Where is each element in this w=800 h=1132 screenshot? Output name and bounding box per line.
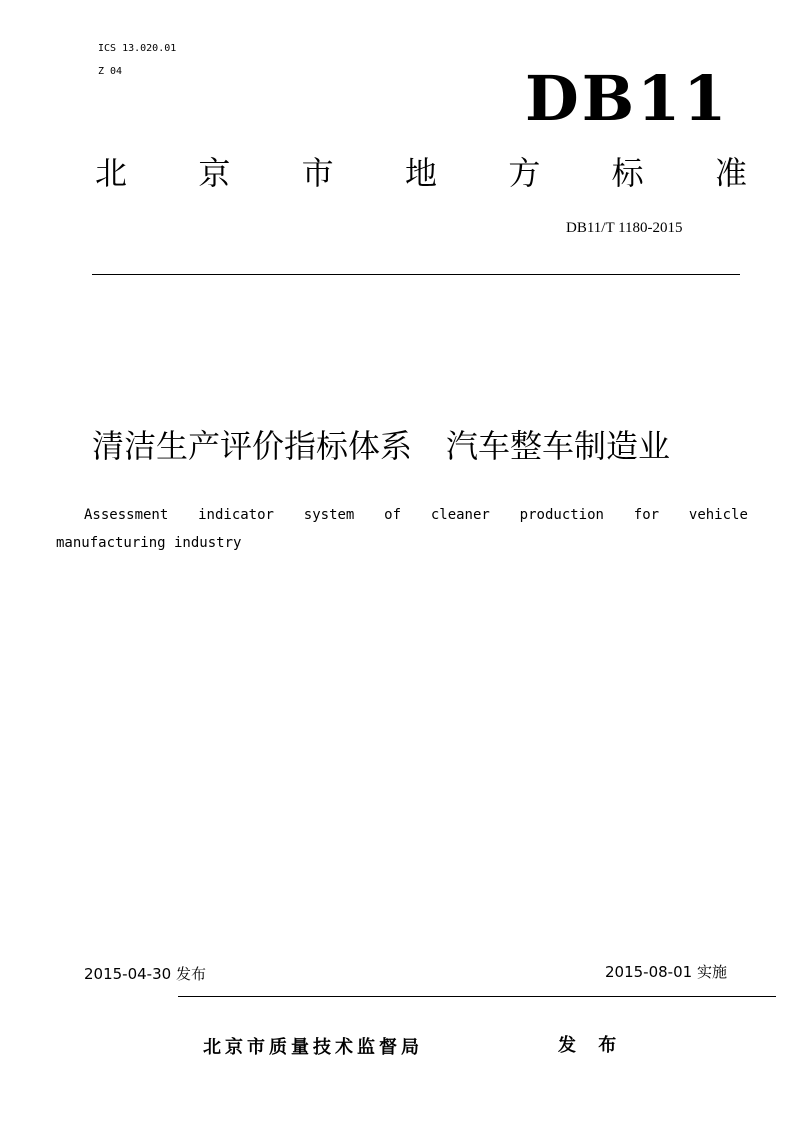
effective-date: 2015-08-01 实施 <box>605 963 727 981</box>
standard-type-char: 标 <box>611 154 644 192</box>
header-divider <box>92 274 740 275</box>
english-title <box>56 501 748 557</box>
standard-type-title <box>95 154 747 192</box>
english-title-word: of <box>384 507 402 523</box>
english-title-line1 <box>56 501 748 529</box>
publish-label: 发 布 <box>558 1035 625 1056</box>
document-title-part1: 清洁生产评价指标体系 <box>92 427 413 465</box>
standard-type-char: 市 <box>301 154 334 192</box>
ics-code: ICS 13.020.01 <box>98 43 177 54</box>
english-title-word: Assessment <box>84 507 169 523</box>
standard-number: DB11/T 1180-2015 <box>566 220 683 236</box>
standard-type-char: 方 <box>508 154 541 192</box>
db-logo: DB11 <box>525 62 730 135</box>
standard-type-char: 北 <box>95 154 128 192</box>
english-title-word: production <box>519 507 604 523</box>
english-title-line2: manufacturing industry <box>56 535 242 551</box>
english-title-word: for <box>633 507 660 523</box>
english-title-word: cleaner <box>430 507 490 523</box>
english-title-word: vehicle <box>688 507 748 523</box>
issuing-authority: 北京市质量技术监督局 <box>203 1037 423 1058</box>
standard-type-char: 准 <box>714 154 747 192</box>
english-title-word: indicator <box>198 507 274 523</box>
issue-date: 2015-04-30 发布 <box>84 965 206 983</box>
english-title-word: system <box>303 507 355 523</box>
standard-type-char: 京 <box>198 154 231 192</box>
standard-type-char: 地 <box>404 154 437 192</box>
ccs-code: Z 04 <box>98 66 123 77</box>
document-title <box>92 427 671 465</box>
footer-divider <box>178 996 776 997</box>
document-title-part2: 汽车整车制造业 <box>446 427 671 465</box>
